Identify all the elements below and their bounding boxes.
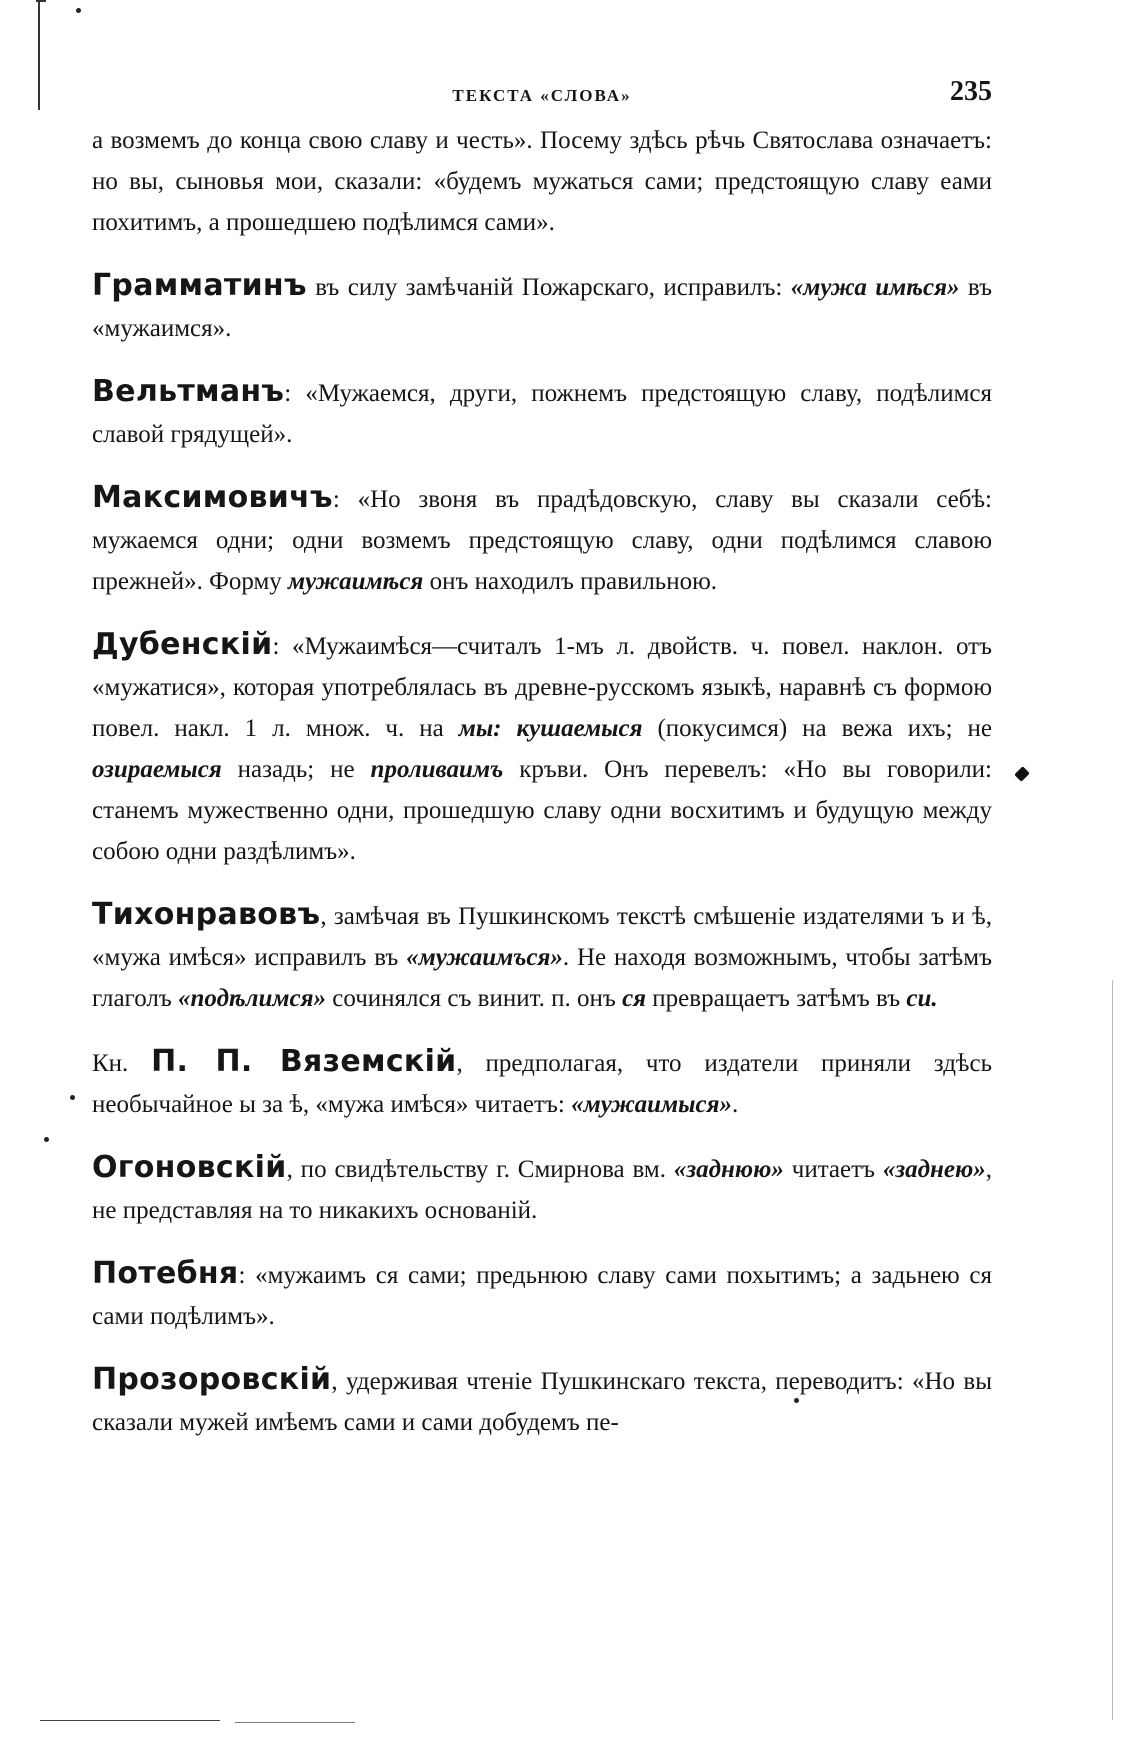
paragraph-text: а возмемъ до конца свою славу и честь». Посему здѣсь рѣчь Святослава означаетъ: но вы, сыновья мои, сказали: «будемъ мужаться сами; предстоящую славу еами похитимъ, а прошедшею подѣлимся сами». [92,127,992,236]
italic-word: «подѣлимся» [178,985,327,1012]
author-name: Максимовичъ [92,480,333,515]
scan-speck [44,1137,49,1142]
paragraph-dubensky [92,624,992,872]
paragraph-text: сочинялся съ винит. п. онъ [326,985,623,1012]
paragraph-prozorovsky [92,1359,992,1443]
italic-word: мы: [458,715,502,742]
italic-word: кушаемыся [516,715,643,742]
italic-word: «мужаимъся» [406,944,563,971]
paragraph-text [502,715,517,742]
paragraph-text: онъ находилъ правильною. [423,568,718,595]
paragraph-text: : «Мужаимѣся—считалъ 1-мъ л. двойств. ч. повел. наклон. отъ «мужатися», которая употреблялась въ древне-русскомъ языкѣ, наравнѣ съ формою повел. накл. 1 л. множ. ч. на [92,633,992,742]
author-name: Тихонравовъ [92,897,321,932]
paragraph-text: въ силу замѣчаній Пожарскаго, исправилъ: [306,274,791,301]
italic-word: озираемыся [92,756,222,783]
paragraph-ogonovsky [92,1147,992,1231]
running-head [92,70,992,120]
italic-word: си. [906,985,938,1012]
running-title: ТЕКСТА «СЛОВА» [452,86,632,105]
paragraph-text: назадь; не [221,756,371,783]
author-name: П. П. Вяземскій [151,1044,457,1079]
paragraph-text: , удерживая чтеніе Пушкинскаго текста, переводитъ: «Но вы сказали мужей имѣемъ сами и сами добудемъ пе- [92,1368,992,1436]
paragraph-veltman [92,371,992,455]
paragraph-text: , предполагая, что издатели приняли здѣсь необычайное ы за ѣ, «мужа имѣся» читаетъ: [92,1050,992,1118]
scan-speck [76,8,81,13]
paragraph-text: (покусимся) на вежа ихъ; не [642,715,992,742]
paragraph-text: читаетъ [783,1156,883,1183]
italic-word: проливаимъ [370,756,504,783]
scan-edge-line [38,0,40,110]
italic-word: ся [622,985,647,1012]
italic-word: мужаимѣся [288,568,424,595]
paragraph-text: : «Мужаемся, други, пожнемъ предстоящую славу, подѣлимся славой грядущей». [92,380,992,448]
page-number: 235 [950,76,992,107]
body-text [92,120,992,1443]
paragraph-grammatin [92,265,992,349]
book-page [92,70,992,1465]
paragraph-tikhonravov [92,894,992,1019]
scan-ink-mark [1014,766,1030,782]
scan-line [235,1722,355,1723]
paragraph-potebnya [92,1253,992,1337]
scan-line [40,1720,220,1721]
author-name: Потебня [92,1256,239,1291]
paragraph-text: превращаетъ затѣмъ въ [646,985,907,1012]
paragraph-text: : «мужаимъ ся сами; предьнюю славу сами похытимъ; а задьнею ся сами подѣлимъ». [92,1262,992,1330]
title-prefix: Кн. [92,1050,152,1077]
paragraph-continuation [92,120,992,243]
italic-word: «мужаимыся» [571,1091,733,1118]
italic-quote: «мужа имѣся» [790,274,960,301]
paragraph-maksimovich [92,477,992,602]
author-name: Грамматинъ [92,268,307,303]
paragraph-text: . Не находя возможнымъ, чтобы затѣмъ глаголъ [92,944,992,1012]
italic-word: «заднюю» [673,1156,784,1183]
author-name: Прозоровскій [92,1362,332,1397]
paragraph-text: , замѣчая въ Пушкинскомъ текстѣ смѣшеніе издателями ъ и ѣ, «мужа имѣся» исправилъ въ [92,903,992,971]
paragraph-text: кръви. Онъ перевелъ: «Но вы говорили: станемъ мужественно одни, прошедшую славу одни восхитимъ и будущую между собою одни раздѣлимъ». [92,756,992,865]
scan-line [1112,980,1113,1720]
paragraph-text: , по свидѣтельству г. Смирнова вм. [286,1156,674,1183]
author-name: Дубенскій [92,627,273,662]
paragraph-text: : «Но звоня въ прадѣдовскую, славу вы сказали себѣ: мужаемся одни; одни возмемъ предстоящую славу, одни подѣлимся славою прежней». Форму [92,486,992,595]
paragraph-text: , не представляя на то никакихъ основаній. [92,1156,992,1224]
author-name: Вельтманъ [92,374,285,409]
paragraph-text: . [732,1091,739,1118]
author-name: Огоновскій [92,1150,287,1185]
paragraph-text: въ «мужаимся». [92,274,992,342]
paragraph-vyazemsky [92,1041,992,1125]
italic-word: «заднею» [882,1156,986,1183]
scan-speck [70,1095,75,1100]
